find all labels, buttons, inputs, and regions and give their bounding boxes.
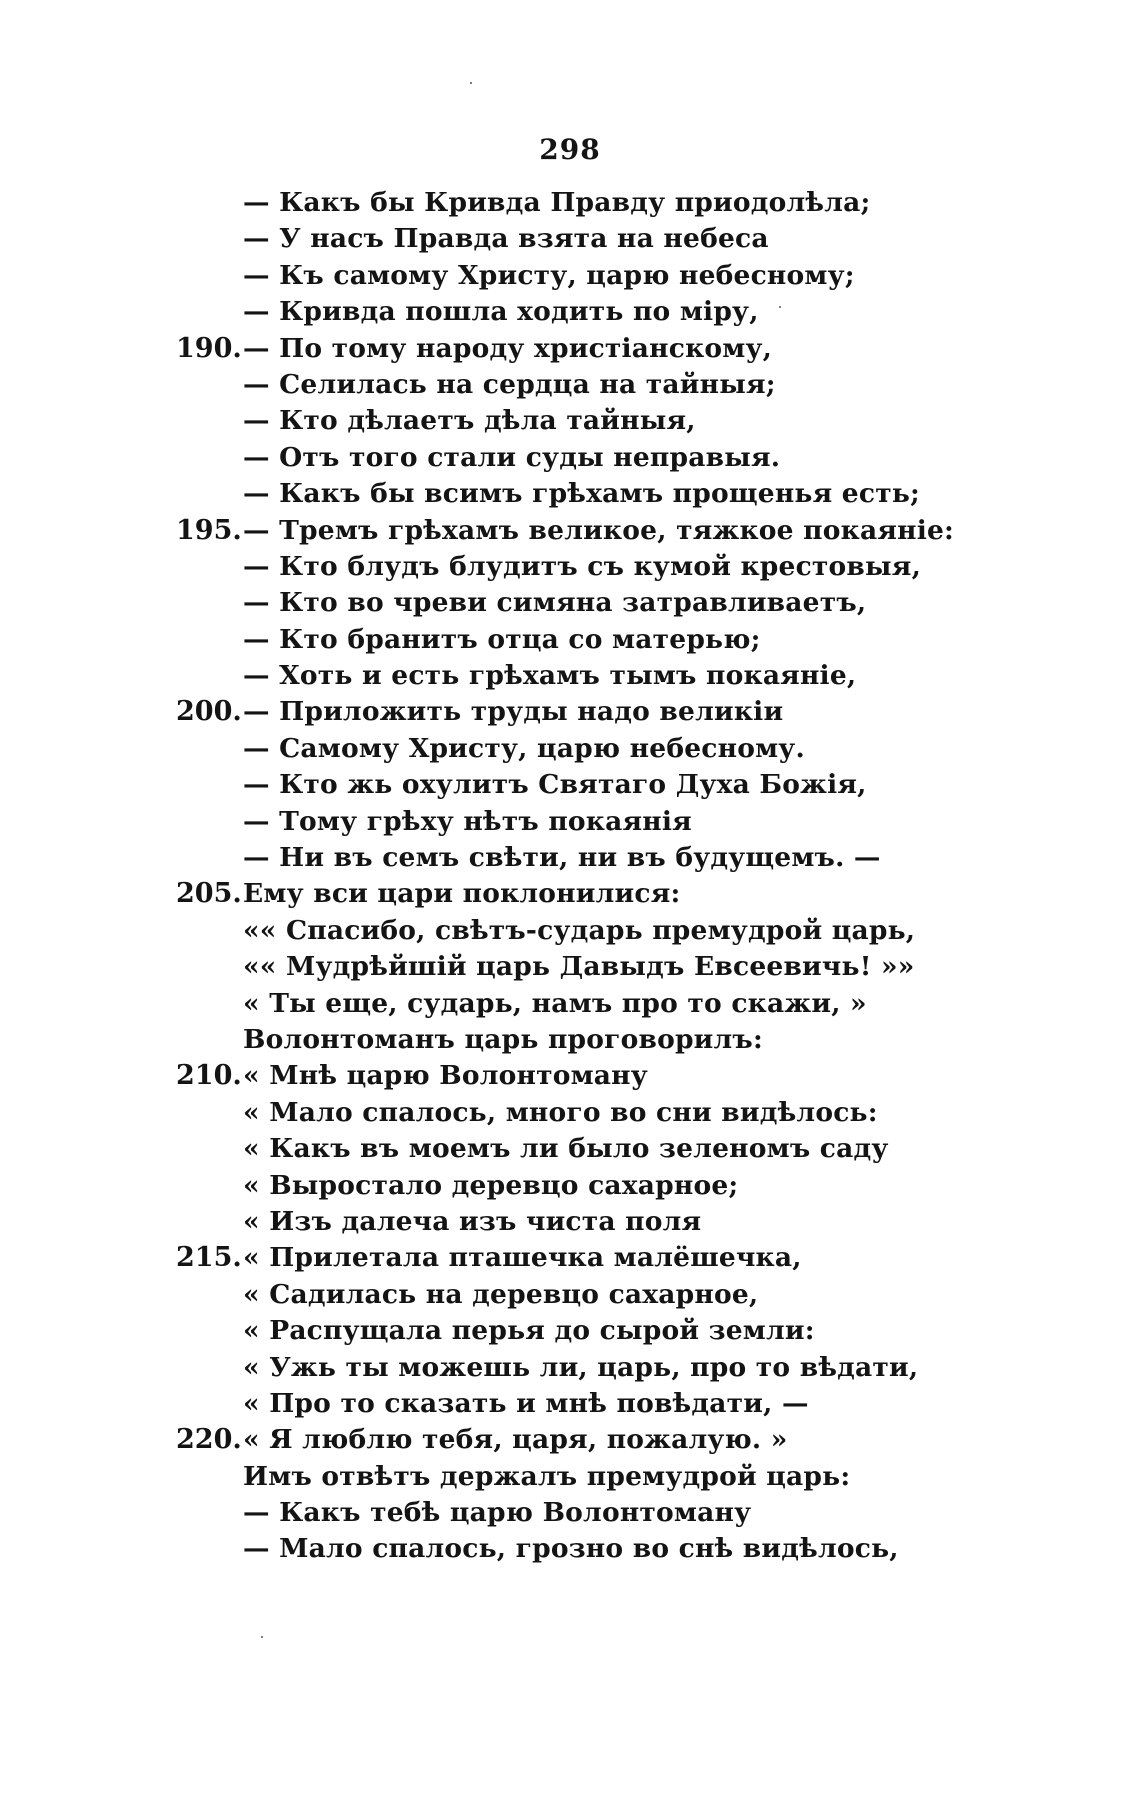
page-number: 298 (539, 133, 601, 166)
line-text: «« Спасибо, свѣтъ-сударь премудрой царь, (243, 914, 916, 946)
verse-line (0, 1022, 1140, 1058)
verse-line (0, 1204, 1140, 1240)
line-text: — Тремъ грѣхамъ великое, тяжкое покаяніе: (243, 514, 955, 546)
verse-line (0, 1495, 1140, 1531)
line-text: — Кто бранитъ отца со матерью; (243, 623, 761, 655)
line-text: — Отъ того стали суды неправыя. (243, 441, 781, 473)
verse-line (0, 1168, 1140, 1204)
line-text: — Кривда пошла ходить по міру, (243, 296, 759, 328)
verse-line (0, 840, 1140, 876)
verse-line (0, 1386, 1140, 1422)
line-text: — Кто жь охулитъ Святаго Духа Божія, (243, 769, 867, 801)
verse-line (0, 1277, 1140, 1313)
line-text: — Какъ тебѣ царю Волонтоману (243, 1497, 752, 1529)
line-text: — По тому народу христіанскому, (243, 332, 773, 364)
line-text: — Кто дѣлаетъ дѣла тайныя, (243, 405, 696, 437)
line-number: 195. (176, 514, 242, 546)
line-text: Ему вси цари поклонилися: (243, 878, 681, 910)
line-text: — Къ самому Христу, царю небесному; (243, 259, 855, 291)
line-text: « Изъ далеча изъ чиста поля (243, 1205, 702, 1237)
line-text: «« Мудрѣйшій царь Давыдъ Евсеевичь! »» (243, 951, 915, 983)
line-number: 205. (176, 878, 242, 910)
verse-line (0, 622, 1140, 658)
verse-line (0, 804, 1140, 840)
verse-line (0, 1459, 1140, 1495)
line-text: Волонтоманъ царь проговорилъ: (243, 1023, 763, 1055)
verse-text (0, 185, 1140, 1568)
verse-line (0, 1313, 1140, 1349)
verse-line (0, 731, 1140, 767)
line-text: — Какъ бы всимъ грѣхамъ прощенья есть; (243, 478, 920, 510)
line-text: « Садилась на деревцо сахарное, (243, 1278, 759, 1310)
line-number: 215. (176, 1242, 242, 1274)
line-number: 220. (176, 1424, 242, 1456)
line-text: — Самому Христу, царю небесному. (243, 732, 805, 764)
verse-line (0, 986, 1140, 1022)
line-number: 190. (176, 332, 242, 364)
verse-line (0, 1422, 1140, 1458)
verse-line (0, 476, 1140, 512)
verse-line (0, 694, 1140, 730)
verse-line (0, 185, 1140, 221)
print-speck (470, 82, 472, 84)
line-text: « Мнѣ царю Волонтоману (243, 1060, 648, 1092)
verse-line (0, 658, 1140, 694)
verse-line (0, 549, 1140, 585)
line-text: « Выростало деревцо сахарное; (243, 1169, 739, 1201)
verse-line (0, 876, 1140, 912)
verse-line (0, 221, 1140, 257)
verse-line (0, 294, 1140, 330)
line-text: — Приложить труды надо великіи (243, 696, 784, 728)
verse-line (0, 1131, 1140, 1167)
line-text: « Я люблю тебя, царя, пожалую. » (243, 1424, 788, 1456)
line-text: — Какъ бы Кривда Правду приодолѣла; (243, 187, 871, 218)
line-text: « Мало спалось, много во сни видѣлось: (243, 1096, 878, 1128)
verse-line (0, 767, 1140, 803)
line-text: « Ужь ты можешь ли, царь, про то вѣдати, (243, 1351, 919, 1383)
verse-line (0, 1240, 1140, 1276)
line-text: « Какъ въ моемъ ли было зеленомъ саду (243, 1133, 889, 1165)
verse-line (0, 331, 1140, 367)
line-text: — Мало спалось, грозно во снѣ видѣлось, (243, 1533, 899, 1565)
line-text: « Про то сказать и мнѣ повѣдати, — (243, 1387, 809, 1419)
line-text: — Кто во чреви симяна затравливаетъ, (243, 587, 867, 619)
line-number: 200. (176, 696, 242, 728)
verse-line (0, 513, 1140, 549)
line-text: — Кто блудъ блудитъ съ кумой крестовыя, (243, 550, 922, 582)
verse-line (0, 440, 1140, 476)
line-text: — У насъ Правда взята на небеса (243, 223, 769, 255)
print-speck (261, 1636, 263, 1638)
line-text: — Тому грѣху нѣтъ покаянія (243, 805, 692, 837)
line-text: — Селилась на сердца на тайныя; (243, 368, 776, 400)
verse-line (0, 1095, 1140, 1131)
line-number: 210. (176, 1060, 242, 1092)
verse-line (0, 949, 1140, 985)
verse-line (0, 1531, 1140, 1567)
line-text: « Прилетала пташечка малёшечка, (243, 1242, 802, 1274)
line-text: « Распущала перья до сырой земли: (243, 1315, 815, 1347)
line-text: « Ты еще, сударь, намъ про то скажи, » (243, 987, 867, 1019)
line-text: Имъ отвѣтъ держалъ премудрой царь: (243, 1460, 851, 1492)
line-text: — Хоть и есть грѣхамъ тымъ покаяніе, (243, 660, 857, 692)
verse-line (0, 1058, 1140, 1094)
verse-line (0, 258, 1140, 294)
verse-line (0, 1350, 1140, 1386)
verse-line (0, 403, 1140, 439)
verse-line (0, 585, 1140, 621)
verse-line (0, 913, 1140, 949)
line-text: — Ни въ семъ свѣти, ни въ будущемъ. — (243, 842, 881, 874)
verse-line (0, 367, 1140, 403)
